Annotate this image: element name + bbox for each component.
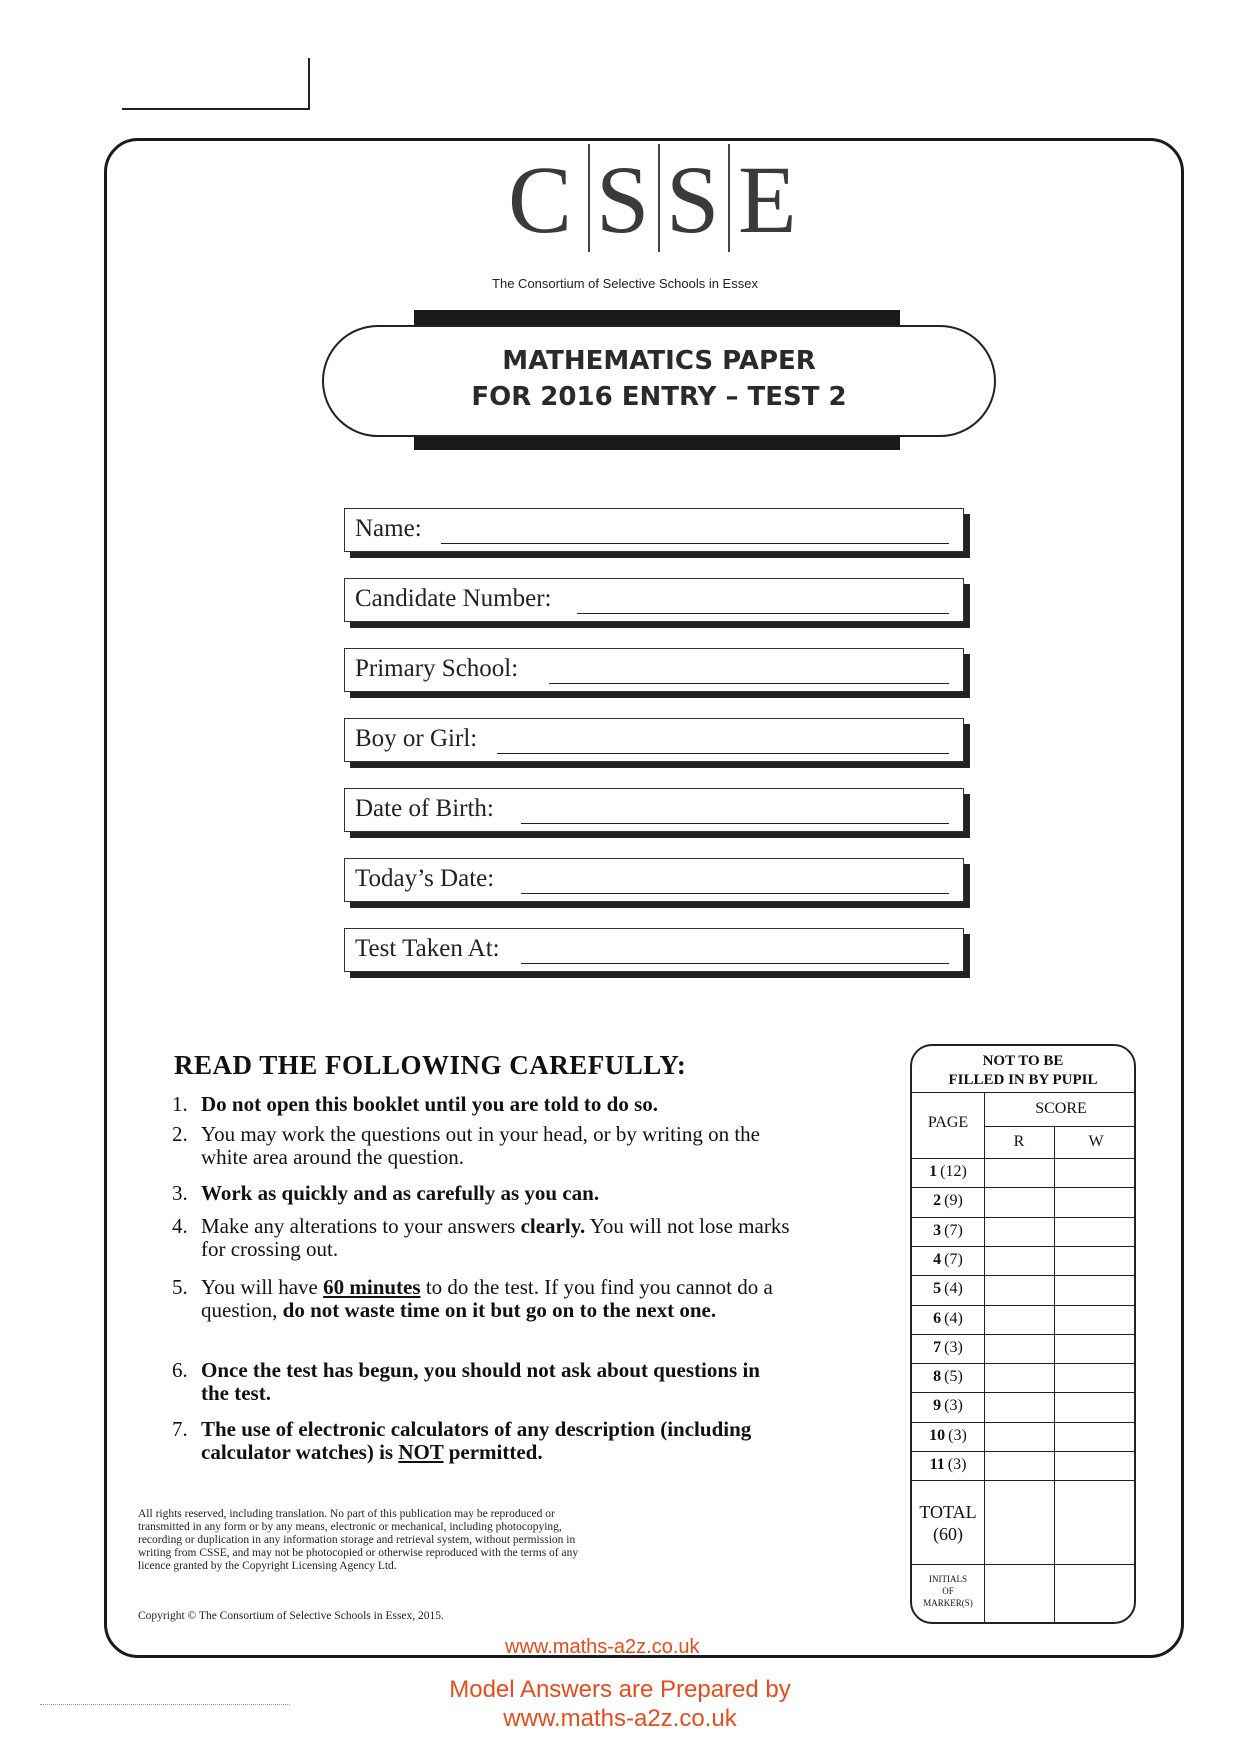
instruction-item bbox=[172, 1276, 792, 1322]
page-row-label bbox=[912, 1222, 984, 1240]
page-row-label bbox=[912, 1368, 984, 1386]
instruction-item bbox=[172, 1093, 792, 1116]
instruction-item bbox=[172, 1359, 792, 1405]
page-marks: (9) bbox=[944, 1192, 963, 1210]
page-number: 9 bbox=[933, 1397, 942, 1415]
field-line bbox=[521, 893, 949, 894]
logo-letter: C bbox=[508, 146, 573, 253]
test-taken-at-field[interactable] bbox=[344, 928, 964, 972]
page-column-label: PAGE bbox=[927, 1114, 969, 1131]
table-rule bbox=[912, 1275, 1134, 1276]
page-number: 2 bbox=[933, 1192, 942, 1210]
logo-divider bbox=[728, 144, 730, 252]
instruction-item bbox=[172, 1182, 792, 1205]
page-number: 7 bbox=[933, 1338, 942, 1356]
instruction-text-part: Make any alterations to your answers bbox=[201, 1214, 521, 1238]
field-label: Today’s Date: bbox=[355, 865, 495, 892]
page-number: 8 bbox=[933, 1368, 942, 1386]
instruction-item bbox=[172, 1418, 792, 1464]
instruction-text-part: The use of electronic calculators of any description (including calculator watches) is bbox=[201, 1417, 752, 1464]
initials-label: OF bbox=[942, 1586, 954, 1597]
initials-label: INITIALS bbox=[929, 1574, 967, 1585]
table-rule bbox=[1054, 1126, 1055, 1624]
page-row-label bbox=[912, 1280, 984, 1298]
instruction-text-part: Once the test has begun, you should not ask about questions in the test. bbox=[201, 1358, 760, 1405]
header-line: NOT TO BE bbox=[982, 1053, 1064, 1069]
copyright-notice: All rights reserved, including translation. No part of this publication may be reproduced or transmitted in any form or by any means, electronic or mechanical, including photocopying, recording or duplication in any information storage and retrieval system, without permission in writing from CSSE, and may not be photocopied or otherwise reproduced with the terms of any licence granted by the Copyright Licensing Agency Ltd. bbox=[138, 1508, 579, 1572]
table-rule bbox=[912, 1246, 1134, 1247]
page-row-label bbox=[912, 1192, 984, 1210]
table-rule bbox=[912, 1092, 1134, 1093]
table-rule bbox=[912, 1334, 1134, 1335]
table-rule bbox=[912, 1422, 1134, 1423]
footer-line-1: Model Answers are Prepared by bbox=[449, 1676, 791, 1703]
w-column-label: W bbox=[1088, 1133, 1104, 1150]
footer-line-2: www.maths-a2z.co.uk bbox=[503, 1705, 737, 1732]
title-line-1: MATHEMATICS PAPER bbox=[502, 346, 816, 376]
instruction-text-part: 60 minutes bbox=[323, 1275, 421, 1299]
r-column-label: R bbox=[1013, 1133, 1025, 1150]
page-marks: (3) bbox=[944, 1397, 963, 1415]
instruction-item bbox=[172, 1123, 792, 1169]
page-marks: (4) bbox=[944, 1309, 963, 1327]
logo-letter: E bbox=[738, 146, 797, 253]
page-row-label bbox=[912, 1397, 984, 1415]
page-marks: (7) bbox=[944, 1250, 963, 1268]
page-number: 10 bbox=[929, 1426, 946, 1444]
total-marks: (60) bbox=[933, 1524, 963, 1545]
instruction-number: 6. bbox=[172, 1358, 188, 1382]
table-rule bbox=[912, 1158, 1134, 1159]
field-line bbox=[497, 753, 949, 754]
header-line: FILLED IN BY PUPIL bbox=[948, 1072, 1098, 1088]
logo-letter: S bbox=[666, 146, 720, 253]
instruction-number: 4. bbox=[172, 1214, 188, 1238]
page-marks: (3) bbox=[944, 1338, 963, 1356]
logo-divider bbox=[588, 144, 590, 252]
page-number: 4 bbox=[933, 1250, 942, 1268]
todays-date-field[interactable] bbox=[344, 858, 964, 902]
page-marks: (3) bbox=[947, 1456, 967, 1473]
table-rule bbox=[912, 1187, 1134, 1188]
instruction-number: 3. bbox=[172, 1181, 188, 1205]
page-number: 3 bbox=[933, 1221, 942, 1239]
instruction-text bbox=[201, 1182, 792, 1205]
field-line bbox=[549, 683, 949, 684]
table-rule bbox=[912, 1480, 1134, 1481]
page-marks: (4) bbox=[944, 1280, 963, 1298]
field-line bbox=[577, 613, 949, 614]
date-of-birth-field[interactable] bbox=[344, 788, 964, 832]
boy-or-girl-field[interactable] bbox=[344, 718, 964, 762]
table-rule bbox=[984, 1126, 1136, 1127]
instruction-text-part: You may work the questions out in your head, or by writing on the white area around the question. bbox=[201, 1122, 760, 1169]
watermark-url: www.maths-a2z.co.uk bbox=[505, 1636, 700, 1658]
score-column-label: SCORE bbox=[1035, 1100, 1087, 1117]
page-marks: (12) bbox=[940, 1163, 967, 1180]
field-line bbox=[521, 963, 949, 964]
instruction-number: 7. bbox=[172, 1417, 188, 1441]
field-label: Boy or Girl: bbox=[355, 725, 478, 752]
instruction-text-part: permitted. bbox=[443, 1440, 543, 1464]
instruction-number: 2. bbox=[172, 1122, 188, 1146]
instruction-text-part: Do not open this booklet until you are told to do so. bbox=[201, 1092, 659, 1116]
instruction-text-part: clearly. bbox=[520, 1214, 586, 1238]
field-label: Name: bbox=[355, 515, 422, 542]
bottom-rule bbox=[40, 1704, 290, 1705]
instruction-text-part: You will have bbox=[201, 1275, 324, 1299]
instruction-text bbox=[201, 1123, 792, 1169]
instruction-text-part: to do the test. If you find you cannot do a question, bbox=[201, 1275, 773, 1322]
page-row-label bbox=[912, 1339, 984, 1357]
instruction-text bbox=[201, 1276, 792, 1322]
score-table-header bbox=[912, 1052, 1134, 1090]
page-number: 6 bbox=[933, 1309, 942, 1327]
instruction-text-part: do not waste time on it but go on to the next one. bbox=[282, 1298, 717, 1322]
instruction-number: 5. bbox=[172, 1275, 188, 1299]
instruction-text bbox=[201, 1359, 792, 1405]
name-field[interactable] bbox=[344, 508, 964, 552]
initials-label: MARKER(S) bbox=[923, 1598, 973, 1609]
copyright-line: Copyright © The Consortium of Selective Schools in Essex, 2015. bbox=[138, 1610, 444, 1622]
page-row-label bbox=[912, 1310, 984, 1328]
instruction-number: 1. bbox=[172, 1092, 188, 1116]
table-rule bbox=[912, 1451, 1134, 1452]
field-label: Date of Birth: bbox=[355, 795, 494, 822]
instruction-text-part: Work as quickly and as carefully as you can. bbox=[201, 1181, 600, 1205]
field-label: Primary School: bbox=[355, 655, 519, 682]
table-rule bbox=[912, 1392, 1134, 1393]
table-rule bbox=[912, 1363, 1134, 1364]
csse-logo bbox=[500, 140, 820, 260]
title-line-2: FOR 2016 ENTRY – TEST 2 bbox=[471, 382, 847, 412]
page-number: 11 bbox=[929, 1456, 945, 1473]
page-number: 5 bbox=[933, 1280, 942, 1298]
table-rule bbox=[912, 1217, 1134, 1218]
table-rule bbox=[912, 1564, 1134, 1565]
page-number: 1 bbox=[929, 1163, 938, 1180]
page-marks: (3) bbox=[948, 1426, 967, 1444]
primary-school-field[interactable] bbox=[344, 648, 964, 692]
page-marks: (5) bbox=[944, 1368, 963, 1386]
page-row-label bbox=[912, 1163, 984, 1181]
footer bbox=[400, 1675, 840, 1733]
instruction-item bbox=[172, 1215, 792, 1261]
total-label: TOTAL bbox=[919, 1502, 977, 1523]
field-line bbox=[521, 823, 949, 824]
instruction-text bbox=[201, 1215, 792, 1261]
field-label: Test Taken At: bbox=[355, 935, 500, 962]
field-label: Candidate Number: bbox=[355, 585, 552, 612]
logo-divider bbox=[658, 144, 660, 252]
page-row-label bbox=[912, 1427, 984, 1445]
corner-box bbox=[122, 58, 310, 110]
logo-letter: S bbox=[596, 146, 650, 253]
page-row-label bbox=[912, 1456, 984, 1474]
tagline: The Consortium of Selective Schools in Essex bbox=[492, 276, 758, 291]
page-row-label bbox=[912, 1251, 984, 1269]
table-rule bbox=[912, 1305, 1134, 1306]
score-table bbox=[910, 1044, 1136, 1624]
title-banner bbox=[322, 325, 996, 437]
page-marks: (7) bbox=[944, 1221, 963, 1239]
field-line bbox=[441, 543, 949, 544]
instructions-heading: READ THE FOLLOWING CAREFULLY: bbox=[174, 1050, 687, 1080]
instruction-text-part: NOT bbox=[398, 1440, 444, 1464]
instruction-text-part: You will not lose marks for crossing out. bbox=[201, 1214, 790, 1261]
instruction-text bbox=[201, 1418, 792, 1464]
candidate-number-field[interactable] bbox=[344, 578, 964, 622]
instruction-text bbox=[201, 1093, 792, 1116]
table-rule bbox=[984, 1092, 985, 1624]
